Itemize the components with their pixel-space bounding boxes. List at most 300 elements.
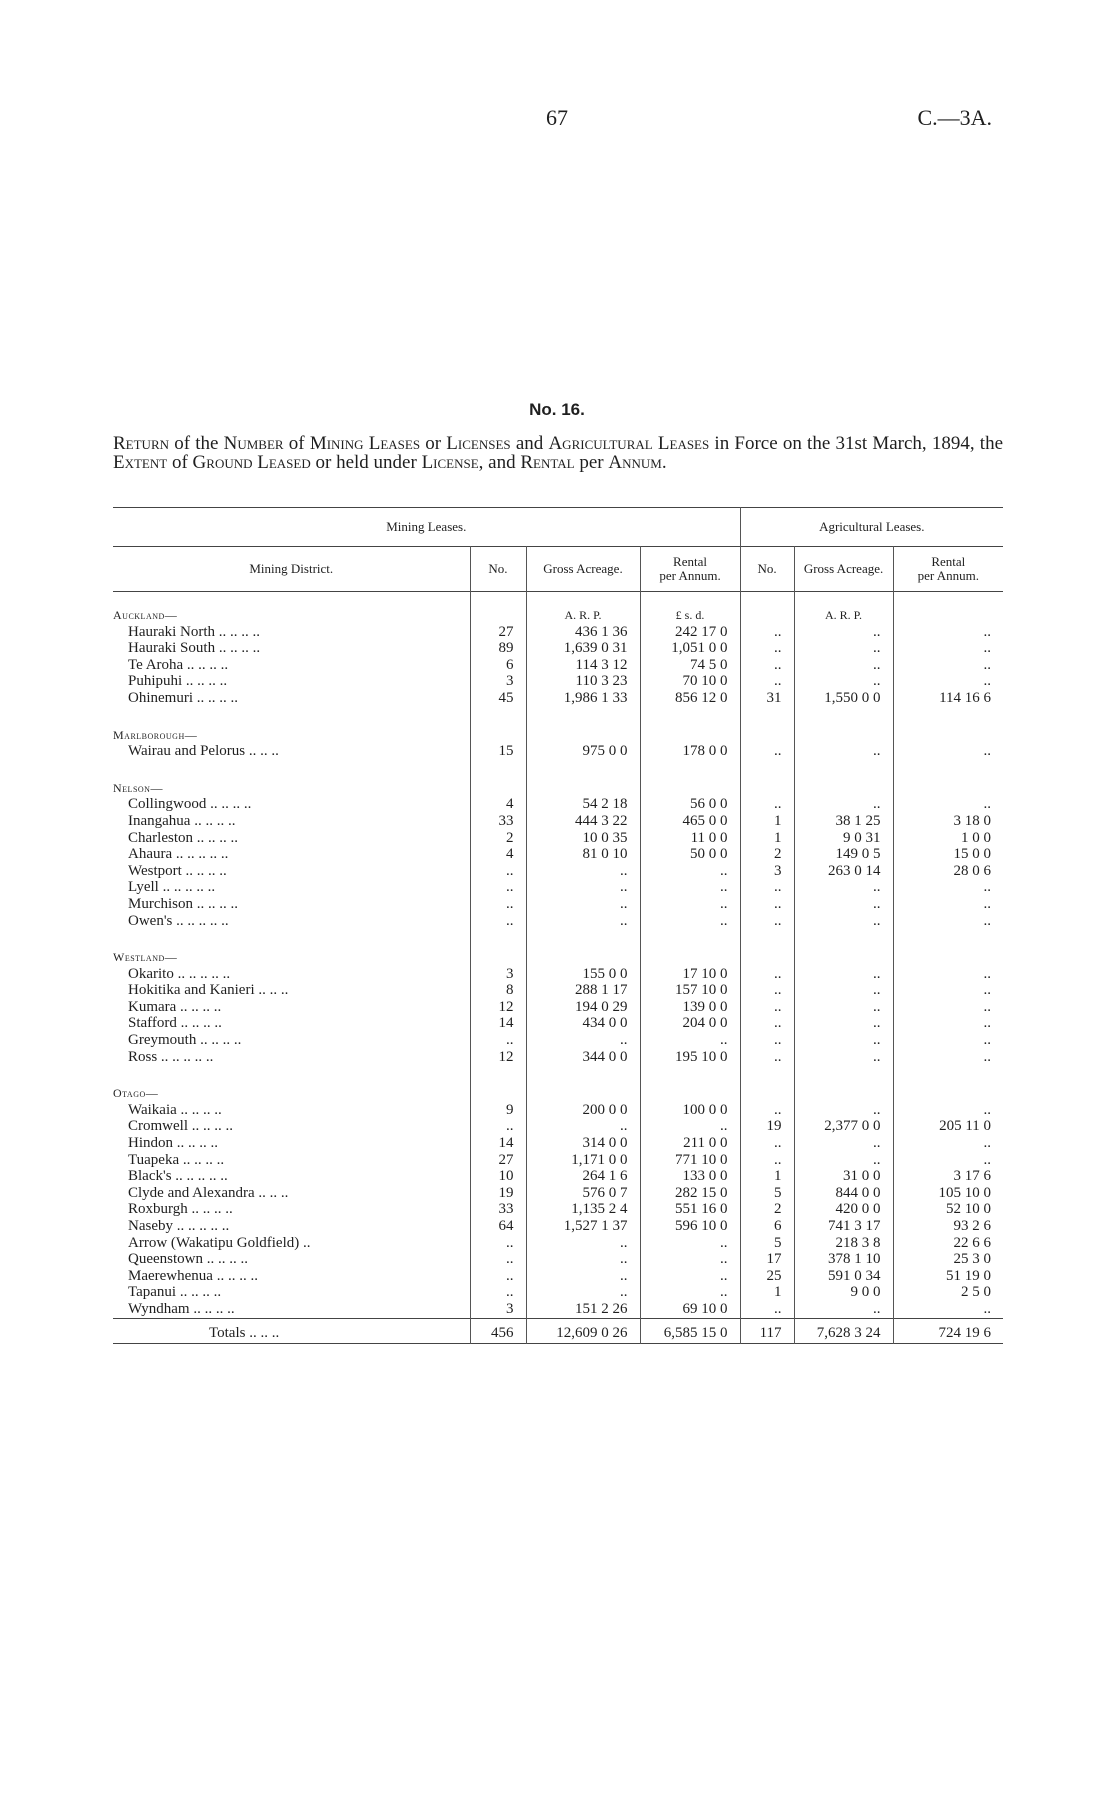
mining-rental: 139 0 0 <box>640 999 740 1016</box>
empty-cell <box>794 949 893 966</box>
agri-acreage: 38 1 25 <box>794 813 893 830</box>
agri-acreage: .. <box>794 796 893 813</box>
spacer-row <box>113 592 1003 608</box>
mining-no: 45 <box>470 690 526 707</box>
mining-no: 89 <box>470 640 526 657</box>
mining-rental: 204 0 0 <box>640 1015 740 1032</box>
agri-rental: .. <box>893 1135 1003 1152</box>
spacer-cell <box>526 1065 640 1085</box>
title-word: or held under <box>310 452 422 473</box>
agri-rental: .. <box>893 966 1003 983</box>
table-row <box>113 999 1003 1016</box>
agri-rental: .. <box>893 1049 1003 1066</box>
agri-acreage: 9 0 31 <box>794 830 893 847</box>
mining-no: .. <box>470 1268 526 1285</box>
mining-acreage: 114 3 12 <box>526 657 640 674</box>
totals-rental: 6,585 15 0 <box>640 1318 740 1343</box>
district-name: Greymouth .. .. .. .. <box>128 1032 242 1049</box>
table-row <box>113 673 1003 690</box>
agri-acreage: 1,550 0 0 <box>794 690 893 707</box>
spacer-cell <box>640 929 740 949</box>
title-word: per <box>574 452 609 473</box>
agri-no: 17 <box>740 1251 794 1268</box>
agri-no: 2 <box>740 846 794 863</box>
table-row <box>113 1251 1003 1268</box>
rental-line-2: per Annum. <box>659 568 721 583</box>
district-name: Clyde and Alexandra .. .. .. <box>128 1184 289 1201</box>
mining-acreage: 314 0 0 <box>526 1135 640 1152</box>
empty-cell <box>893 607 1003 624</box>
mining-no: .. <box>470 913 526 930</box>
title-word: of the <box>169 433 224 454</box>
spacer-cell <box>740 929 794 949</box>
spacer-cell <box>526 929 640 949</box>
agri-acreage: .. <box>794 982 893 999</box>
agri-acreage: .. <box>794 640 893 657</box>
mining-no: 10 <box>470 1168 526 1185</box>
page-number: 67 <box>546 105 568 130</box>
empty-cell <box>740 780 794 797</box>
column-header-agri-rental <box>893 547 1003 592</box>
mining-acreage: 1,135 2 4 <box>526 1201 640 1218</box>
empty-cell <box>640 949 740 966</box>
agri-rental: .. <box>893 796 1003 813</box>
mining-no: .. <box>470 863 526 880</box>
totals-agri-acreage: 7,628 3 24 <box>794 1318 893 1343</box>
mining-rental: 50 0 0 <box>640 846 740 863</box>
agri-no: .. <box>740 796 794 813</box>
table-row <box>113 1284 1003 1301</box>
spacer-cell <box>794 929 893 949</box>
agri-rental: 22 6 6 <box>893 1235 1003 1252</box>
agri-acreage: .. <box>794 1032 893 1049</box>
agri-acreage: .. <box>794 999 893 1016</box>
agri-no: 3 <box>740 863 794 880</box>
region-row <box>113 949 1003 966</box>
mining-no: .. <box>470 896 526 913</box>
mining-rental: 56 0 0 <box>640 796 740 813</box>
table-title <box>113 434 1003 472</box>
mining-rental: 771 10 0 <box>640 1152 740 1169</box>
column-header-no: No. <box>470 547 526 592</box>
agri-rental: .. <box>893 640 1003 657</box>
agri-acreage: 9 0 0 <box>794 1284 893 1301</box>
agri-rental: 3 17 6 <box>893 1168 1003 1185</box>
region-row <box>113 1085 1003 1102</box>
empty-cell <box>893 780 1003 797</box>
totals-no: 456 <box>470 1318 526 1343</box>
mining-rental: 856 12 0 <box>640 690 740 707</box>
mining-no: 27 <box>470 624 526 641</box>
district-name: Queenstown .. .. .. .. <box>128 1251 248 1268</box>
mining-rental: 242 17 0 <box>640 624 740 641</box>
agri-acreage: .. <box>794 624 893 641</box>
mining-rental: 178 0 0 <box>640 743 740 760</box>
agri-no: 2 <box>740 1201 794 1218</box>
empty-cell <box>470 727 526 744</box>
district-name: Arrow (Wakatipu Goldfield) .. <box>128 1234 311 1251</box>
agri-acreage: 378 1 10 <box>794 1251 893 1268</box>
mining-acreage: .. <box>526 1032 640 1049</box>
agri-rental-line-1: Rental <box>931 554 966 569</box>
mining-no: 33 <box>470 1201 526 1218</box>
table-row <box>113 966 1003 983</box>
spacer-cell <box>893 592 1003 608</box>
empty-cell <box>640 780 740 797</box>
title-word: Annum <box>608 452 662 473</box>
agri-acreage: 31 0 0 <box>794 1168 893 1185</box>
title-word: in Force on the 31st March, 1894, the <box>709 433 1003 454</box>
spacer-cell <box>893 760 1003 780</box>
district-name: Inangahua .. .. .. .. <box>128 812 236 829</box>
empty-cell <box>470 1085 526 1102</box>
agri-rental: .. <box>893 982 1003 999</box>
mining-acreage: .. <box>526 913 640 930</box>
agri-acreage: .. <box>794 1049 893 1066</box>
agri-no: .. <box>740 743 794 760</box>
column-header-rental <box>640 547 740 592</box>
agri-rental: .. <box>893 879 1003 896</box>
table-row <box>113 796 1003 813</box>
units-agri-acreage: A. R. P. <box>794 607 893 624</box>
agri-no: .. <box>740 982 794 999</box>
agri-rental: .. <box>893 913 1003 930</box>
region-row <box>113 607 1003 624</box>
agri-no: .. <box>740 624 794 641</box>
mining-acreage: 151 2 26 <box>526 1301 640 1318</box>
mining-rental: 1,051 0 0 <box>640 640 740 657</box>
agri-no: .. <box>740 879 794 896</box>
spacer-cell <box>113 929 470 949</box>
table-row <box>113 896 1003 913</box>
agri-acreage: .. <box>794 743 893 760</box>
district-name: Westport .. .. .. .. <box>128 862 227 879</box>
totals-agri-no: 117 <box>740 1318 794 1343</box>
table-row <box>113 813 1003 830</box>
table-number: No. 16. <box>529 400 585 419</box>
empty-cell <box>740 949 794 966</box>
spacer-cell <box>893 1065 1003 1085</box>
title-word: Agricultural Leases <box>548 433 710 454</box>
spacer-cell <box>640 592 740 608</box>
spacer-row <box>113 929 1003 949</box>
column-header-agri-no: No. <box>740 547 794 592</box>
empty-cell <box>526 1085 640 1102</box>
agri-acreage: .. <box>794 913 893 930</box>
agri-rental: 205 11 0 <box>893 1118 1003 1135</box>
spacer-cell <box>470 707 526 727</box>
mining-acreage: .. <box>526 896 640 913</box>
table-row <box>113 1235 1003 1252</box>
agri-no: 1 <box>740 1284 794 1301</box>
district-name: Lyell .. .. .. .. .. <box>128 879 216 896</box>
mining-acreage: .. <box>526 863 640 880</box>
rental-line-1: Rental <box>673 554 707 569</box>
agri-rental: .. <box>893 743 1003 760</box>
mining-acreage: .. <box>526 1268 640 1285</box>
table-row <box>113 743 1003 760</box>
spacer-cell <box>526 592 640 608</box>
mining-rental: .. <box>640 1235 740 1252</box>
spacer-cell <box>113 760 470 780</box>
mining-no: 9 <box>470 1102 526 1119</box>
empty-cell <box>526 780 640 797</box>
mining-rental: .. <box>640 879 740 896</box>
totals-label: Totals .. .. .. <box>209 1324 280 1341</box>
agri-no: 25 <box>740 1268 794 1285</box>
agri-no: .. <box>740 657 794 674</box>
district-name: Tuapeka .. .. .. .. <box>128 1151 225 1168</box>
district-name: Te Aroha .. .. .. .. <box>128 656 229 673</box>
district-name: Ohinemuri .. .. .. .. <box>128 689 238 706</box>
mining-no: 12 <box>470 999 526 1016</box>
spacer-cell <box>640 1065 740 1085</box>
spacer-cell <box>794 760 893 780</box>
title-word: Licenses <box>446 433 511 454</box>
empty-cell <box>470 780 526 797</box>
mining-no: 3 <box>470 1301 526 1318</box>
mining-rental: .. <box>640 896 740 913</box>
spacer-cell <box>470 592 526 608</box>
agri-rental: 28 0 6 <box>893 863 1003 880</box>
agri-rental: 3 18 0 <box>893 813 1003 830</box>
table-row <box>113 1185 1003 1202</box>
mining-acreage: 1,986 1 33 <box>526 690 640 707</box>
mining-acreage: .. <box>526 1251 640 1268</box>
mining-no: .. <box>470 1032 526 1049</box>
empty-cell <box>470 607 526 624</box>
mining-rental: 70 10 0 <box>640 673 740 690</box>
agri-rental-line-2: per Annum. <box>917 568 979 583</box>
spacer-cell <box>740 760 794 780</box>
empty-cell <box>794 1085 893 1102</box>
mining-acreage: .. <box>526 879 640 896</box>
table-row <box>113 624 1003 641</box>
mining-acreage: 436 1 36 <box>526 624 640 641</box>
agri-rental: .. <box>893 1015 1003 1032</box>
region-name: Nelson— <box>113 780 163 795</box>
mining-no: 12 <box>470 1049 526 1066</box>
table-row <box>113 1168 1003 1185</box>
agri-acreage: .. <box>794 1152 893 1169</box>
agri-rental: 51 19 0 <box>893 1268 1003 1285</box>
agri-rental: .. <box>893 624 1003 641</box>
agri-acreage: 2,377 0 0 <box>794 1118 893 1135</box>
empty-cell <box>794 727 893 744</box>
mining-rental: .. <box>640 913 740 930</box>
agri-rental: .. <box>893 1301 1003 1318</box>
mining-acreage: .. <box>526 1284 640 1301</box>
agri-no: .. <box>740 966 794 983</box>
district-name: Maerewhenua .. .. .. .. <box>128 1267 258 1284</box>
title-word: , and <box>478 452 521 473</box>
units-acreage: A. R. P. <box>526 607 640 624</box>
region-row <box>113 727 1003 744</box>
spacer-cell <box>893 929 1003 949</box>
mining-no: 14 <box>470 1015 526 1032</box>
agri-no: .. <box>740 999 794 1016</box>
spacer-cell <box>113 592 470 608</box>
empty-cell <box>640 1085 740 1102</box>
region-name: Marlborough— <box>113 727 198 742</box>
spacer-cell <box>526 707 640 727</box>
agri-no: 1 <box>740 1168 794 1185</box>
mining-no: 19 <box>470 1185 526 1202</box>
spacer-cell <box>740 707 794 727</box>
group-header-mining: Mining Leases. <box>386 519 467 534</box>
agri-no: .. <box>740 1015 794 1032</box>
agri-acreage: .. <box>794 1301 893 1318</box>
mining-rental: .. <box>640 1284 740 1301</box>
mining-rental: 465 0 0 <box>640 813 740 830</box>
table-row <box>113 1015 1003 1032</box>
empty-cell <box>740 727 794 744</box>
district-name: Wairau and Pelorus .. .. .. <box>128 743 279 760</box>
agri-rental: 114 16 6 <box>893 690 1003 707</box>
agri-no: .. <box>740 896 794 913</box>
mining-acreage: 54 2 18 <box>526 796 640 813</box>
agri-rental: .. <box>893 673 1003 690</box>
totals-acreage: 12,609 0 26 <box>526 1318 640 1343</box>
agri-rental: .. <box>893 1102 1003 1119</box>
agri-rental: 2 5 0 <box>893 1284 1003 1301</box>
mining-acreage: 1,171 0 0 <box>526 1152 640 1169</box>
agri-no: 1 <box>740 813 794 830</box>
spacer-cell <box>740 1065 794 1085</box>
mining-no: .. <box>470 1235 526 1252</box>
mining-rental: 74 5 0 <box>640 657 740 674</box>
mining-acreage: 10 0 35 <box>526 830 640 847</box>
mining-rental: .. <box>640 1251 740 1268</box>
agri-acreage: .. <box>794 657 893 674</box>
district-name: Tapanui .. .. .. .. <box>128 1284 222 1301</box>
title-word: License <box>421 452 479 473</box>
totals-agri-rental: 724 19 6 <box>893 1318 1003 1343</box>
empty-cell <box>740 1085 794 1102</box>
mining-rental: 596 10 0 <box>640 1218 740 1235</box>
title-word: Ground Leased <box>192 452 311 473</box>
mining-acreage: 1,527 1 37 <box>526 1218 640 1235</box>
district-name: Cromwell .. .. .. .. <box>128 1118 233 1135</box>
spacer-cell <box>113 707 470 727</box>
agri-rental: .. <box>893 1152 1003 1169</box>
table-row <box>113 846 1003 863</box>
title-word: Extent <box>113 452 168 473</box>
mining-acreage: 434 0 0 <box>526 1015 640 1032</box>
mining-no: .. <box>470 879 526 896</box>
mining-no: 6 <box>470 657 526 674</box>
title-word: Mining Leases <box>309 433 421 454</box>
mining-no: 4 <box>470 846 526 863</box>
mining-no: .. <box>470 1251 526 1268</box>
group-header-agricultural: Agricultural Leases. <box>740 508 1003 547</box>
agri-no: .. <box>740 673 794 690</box>
units-rental: £ s. d. <box>640 607 740 624</box>
region-row <box>113 780 1003 797</box>
table-row <box>113 690 1003 707</box>
table-row <box>113 879 1003 896</box>
leases-table <box>113 507 1003 1344</box>
empty-cell <box>526 949 640 966</box>
district-name: Kumara .. .. .. .. <box>128 998 222 1015</box>
agri-no: .. <box>740 1102 794 1119</box>
agri-rental: .. <box>893 657 1003 674</box>
agri-acreage: .. <box>794 673 893 690</box>
agri-rental: 52 10 0 <box>893 1201 1003 1218</box>
mining-no: 27 <box>470 1152 526 1169</box>
spacer-cell <box>470 929 526 949</box>
table-row <box>113 1102 1003 1119</box>
empty-cell <box>794 780 893 797</box>
district-name: Okarito .. .. .. .. .. <box>128 965 231 982</box>
agri-acreage: 263 0 14 <box>794 863 893 880</box>
table-row <box>113 1268 1003 1285</box>
mining-no: 64 <box>470 1218 526 1235</box>
agri-no: .. <box>740 913 794 930</box>
spacer-cell <box>794 707 893 727</box>
spacer-row <box>113 1065 1003 1085</box>
empty-cell <box>893 949 1003 966</box>
mining-acreage: 194 0 29 <box>526 999 640 1016</box>
mining-acreage: 444 3 22 <box>526 813 640 830</box>
mining-rental: 133 0 0 <box>640 1168 740 1185</box>
district-name: Puhipuhi .. .. .. .. <box>128 673 228 690</box>
agri-acreage: .. <box>794 966 893 983</box>
agri-no: 5 <box>740 1235 794 1252</box>
spacer-row <box>113 707 1003 727</box>
mining-no: 14 <box>470 1135 526 1152</box>
mining-rental: .. <box>640 1032 740 1049</box>
mining-rental: 69 10 0 <box>640 1301 740 1318</box>
mining-no: 3 <box>470 673 526 690</box>
empty-cell <box>470 949 526 966</box>
spacer-cell <box>113 1065 470 1085</box>
title-word: Return <box>113 433 170 454</box>
column-header-acreage: Gross Acreage. <box>526 547 640 592</box>
mining-no: 3 <box>470 966 526 983</box>
district-name: Black's .. .. .. .. .. <box>128 1168 228 1185</box>
district-name: Ahaura .. .. .. .. .. <box>128 846 229 863</box>
region-name: Auckland— <box>113 608 178 622</box>
table-row <box>113 1301 1003 1318</box>
empty-cell <box>640 727 740 744</box>
mining-acreage: 576 0 7 <box>526 1185 640 1202</box>
district-name: Wyndham .. .. .. .. <box>128 1300 235 1317</box>
mining-no: 2 <box>470 830 526 847</box>
agri-acreage: .. <box>794 1135 893 1152</box>
district-name: Hindon .. .. .. .. <box>128 1135 218 1152</box>
agri-no: 1 <box>740 830 794 847</box>
spacer-cell <box>794 1065 893 1085</box>
district-name: Ross .. .. .. .. .. <box>128 1048 214 1065</box>
region-name: Otago— <box>113 1086 159 1101</box>
mining-rental: 157 10 0 <box>640 982 740 999</box>
agri-rental: .. <box>893 999 1003 1016</box>
spacer-cell <box>470 760 526 780</box>
table-row <box>113 640 1003 657</box>
title-word: Rental <box>520 452 575 473</box>
mining-rental: 17 10 0 <box>640 966 740 983</box>
title-word: of <box>167 452 193 473</box>
agri-acreage: 591 0 34 <box>794 1268 893 1285</box>
title-word: and <box>510 433 549 454</box>
title-word: or <box>420 433 447 454</box>
mining-acreage: 200 0 0 <box>526 1102 640 1119</box>
agri-acreage: 741 3 17 <box>794 1218 893 1235</box>
mining-no: .. <box>470 1118 526 1135</box>
title-word: . <box>661 452 667 473</box>
mining-acreage: 288 1 17 <box>526 982 640 999</box>
